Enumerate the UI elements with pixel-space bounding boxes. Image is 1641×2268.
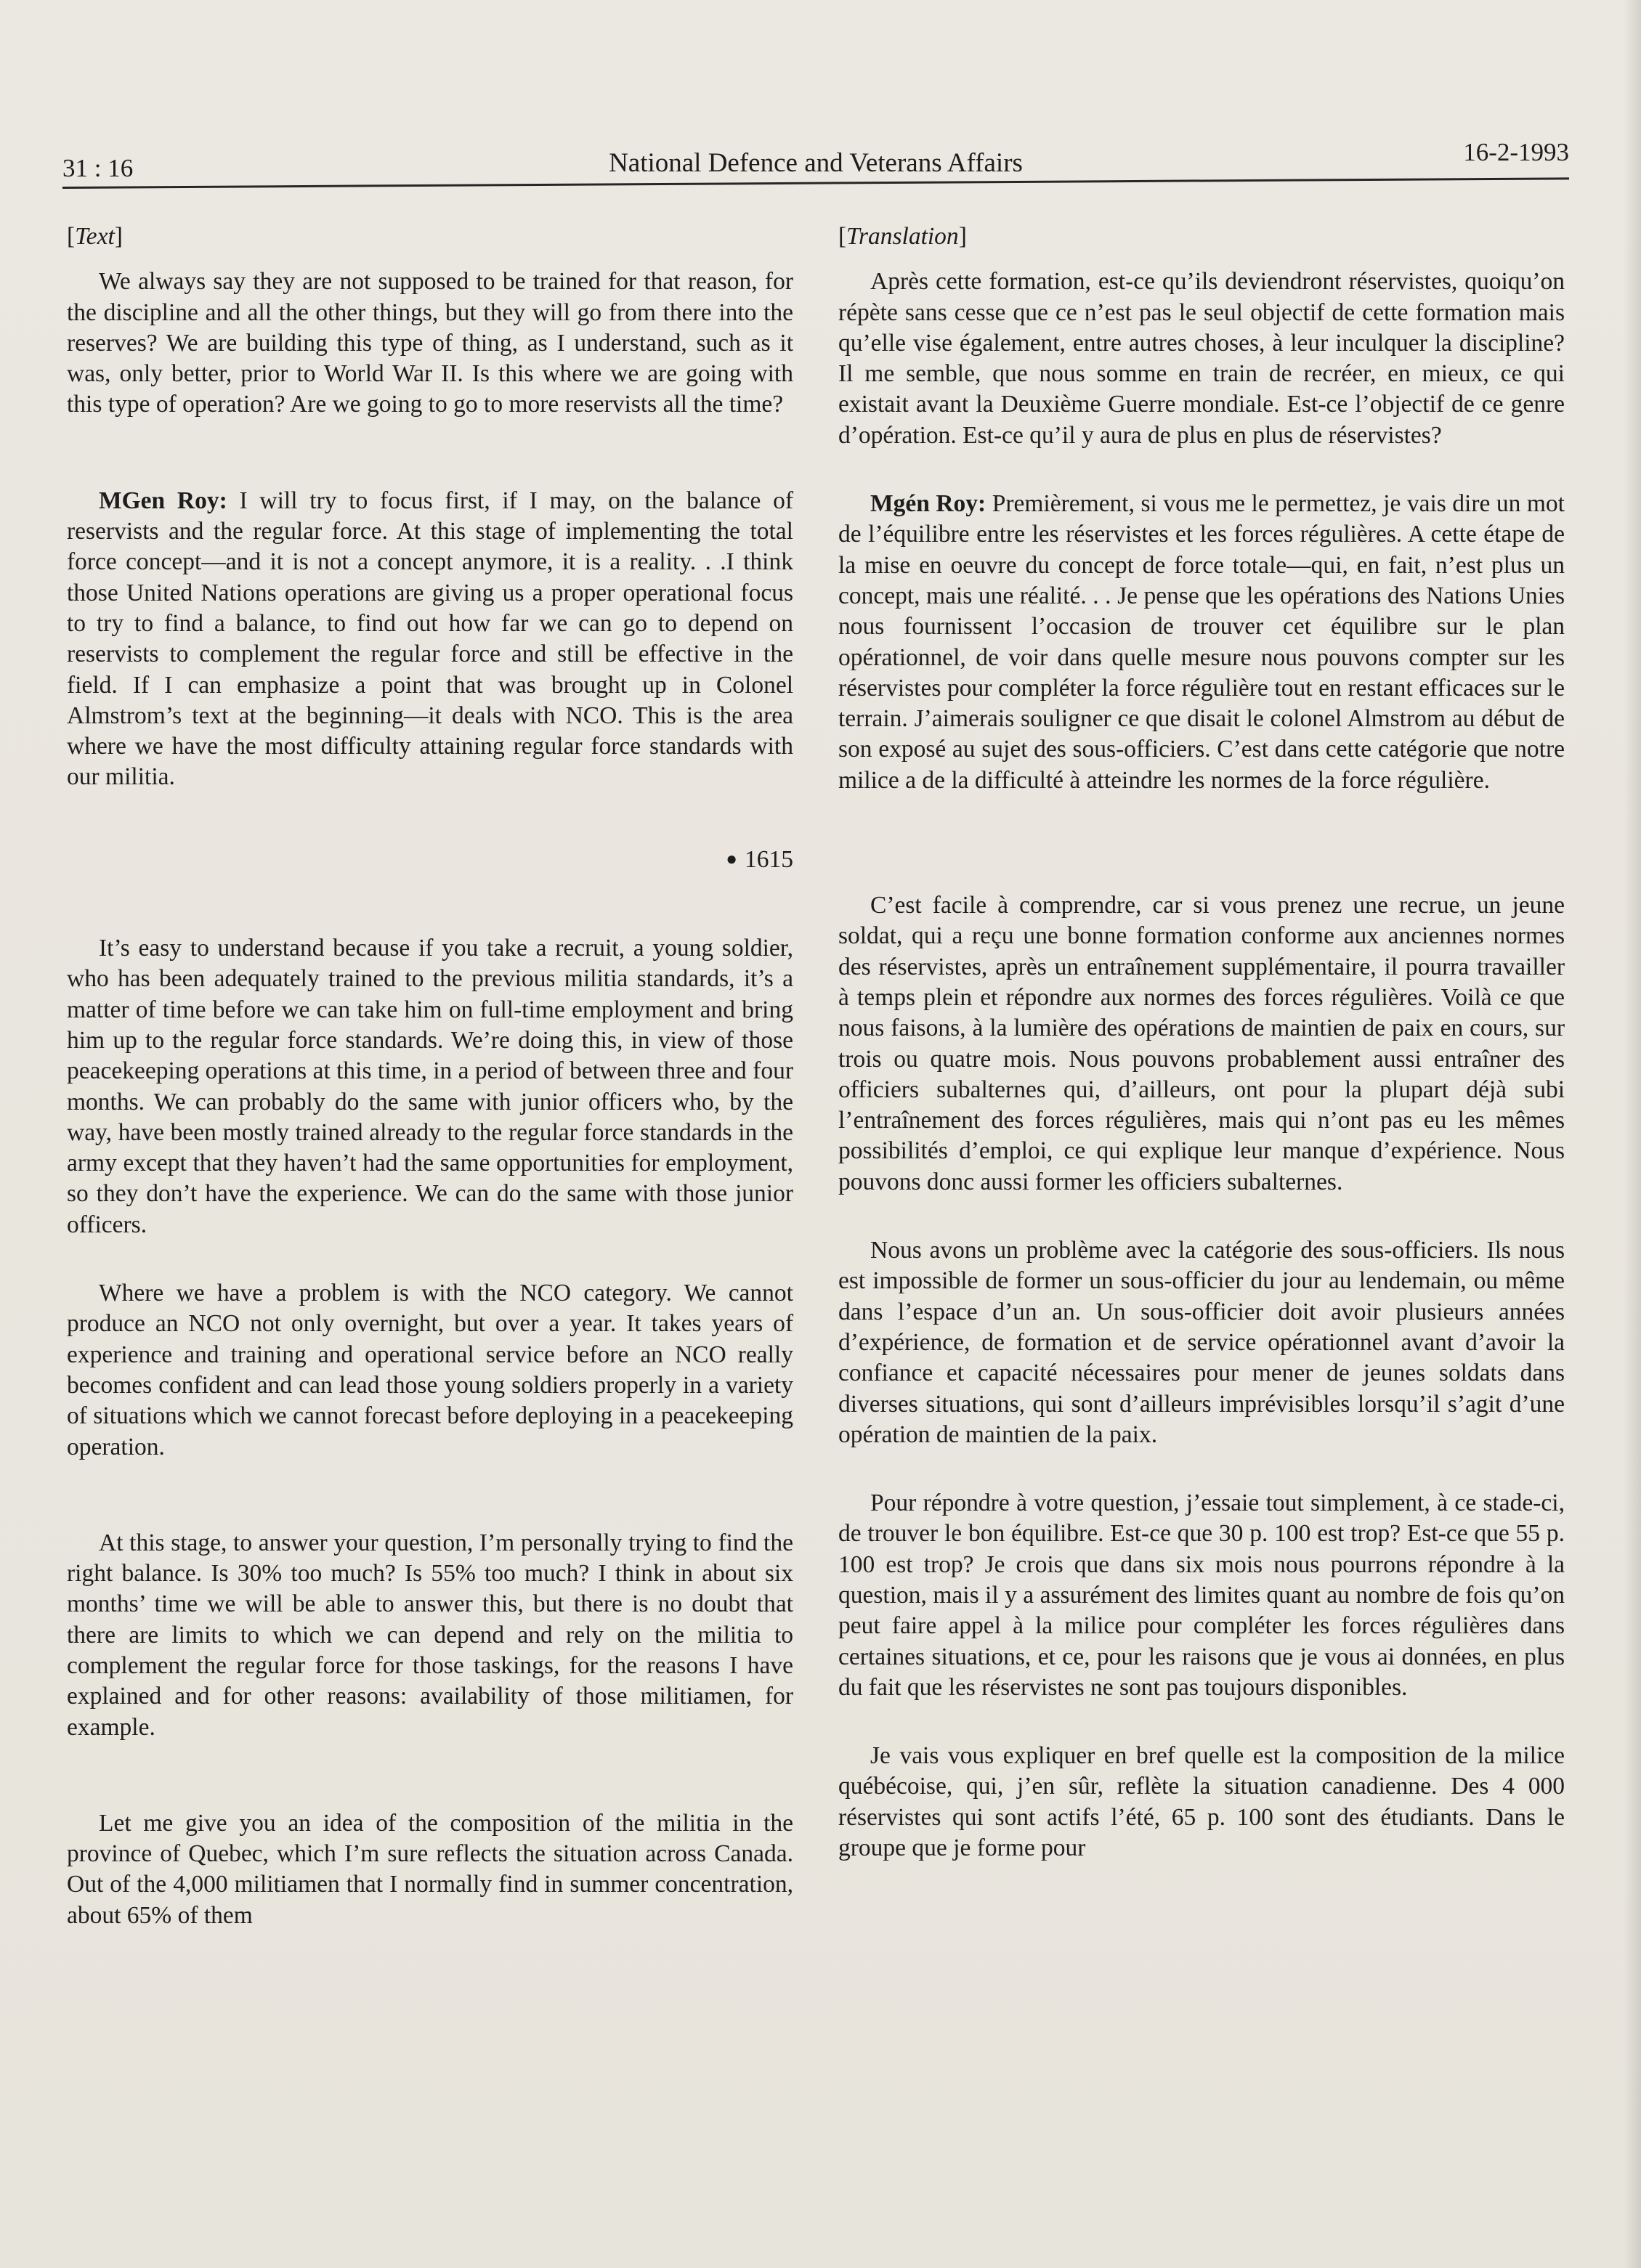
page-header — [62, 131, 1569, 189]
page-number: 31 : 16 — [62, 154, 134, 182]
page-edge-shadow — [1624, 0, 1641, 2268]
paragraph: We always say they are not supposed to be trained for that reason, for the discipline and all the other things, but they will go from there into the reserves? We are building this type of thing, as I understand, such as it was, only better, prior to World War II. Is this where we are going with this type of operation? Are we going to go to more reservists all the time? — [67, 268, 793, 418]
paragraph: C’est facile à comprendre, car si vous prenez une recrue, un jeune soldat, qui a reçu une bonne formation conforme aux anciennes normes des réservistes, après un entraînement supplémentaire, il pourra travailler à temps plein et répondre aux normes des forces régulières. Voilà ce que nous faisons, à la lumière des opérations de maintien de paix en cours, sur trois ou quatre mois. Nous pouvons probablement aussi entraîner des officiers subalternes qui, d’ailleurs, ont pour la plupart déjà subi l’entraînement des forces régulières, mais qui n’ont pas eu les mêmes possibilités d’emploi, ce qui explique leur manque d’expérience. Nous pouvons donc aussi former les officiers subalternes. — [838, 892, 1565, 1195]
paragraph: Après cette formation, est-ce qu’ils deviendront réservistes, quoiqu’on répète sans cesse que ce n’est pas le seul objectif de cette formation mais qu’elle vise également, entre autres choses, à leur inculquer la discipline? Il me semble, que nous somme en train de recréer, en mieux, ce qui existait avant la Deuxième Guerre mondiale. Est-ce l’objectif de ce genre d’opération. Est-ce qu’il y aura de plus en plus de réservistes? — [838, 268, 1565, 449]
paragraph: Let me give you an idea of the composition of the militia in the province of Quebec, which I’m sure reflects the situation across Canada. Out of the 4,000 militiamen that I normally find in summer concentration, about 65% of them — [67, 1809, 793, 1929]
paragraph: MGen Roy: I will try to focus first, if I may, on the balance of reservists and the regular force. At this stage of implementing the total force concept—and it is not a concept anymore, it is a reality. . .I think those United Nations operations are giving us a proper operational focus to try to find a balance, to find out how far we can go to depend on reservists to complement the regular force and still be effective in the field. If I can emphasize a point that was brought up in Colonel Almstrom’s text at the beginning—it deals with NCO. This is the area where we have the most difficulty attaining regular force standards with our militia. — [67, 487, 794, 791]
paragraph: Pour répondre à votre question, j’essaie tout simplement, à ce stade-ci, de trouver le bon équilibre. Est-ce que 30 p. 100 est trop? Est-ce que 55 p. 100 est trop? Je crois que dans six mois nous pourrons répondre à la question, mais il y a assurément des limites quant au nombre de fois qu’on peut faire appel à la milice pour compléter les forces régulières dans certaines situations, et ce, pour les raisons que je vous ai données, en plus du fait que les réservistes ne sont pas toujours disponibles. — [838, 1489, 1565, 1701]
paragraph: It’s easy to understand because if you take a recruit, a young soldier, who has been adequately trained to the previous militia standards, it’s a matter of time before we can take him on full-time employment and bring him up to the regular force standards. We’re doing this, in view of those peacekeeping operations at this time, in a period of between three and four months. We can probably do the same with junior officers who, by the way, have been mostly trained already to the regular force standards in the army except that they haven’t had the same opportunities for employment, so they don’t have the experience. We can do the same with those junior officers. — [67, 935, 793, 1238]
speaker-name: Mgén Roy: — [870, 490, 986, 518]
paragraph: Mgén Roy: Premièrement, si vous me le permettez, je vais dire un mot de l’équilibre entre les réservistes et les forces régulières. A cette étape de la mise en oeuvre du concept de force totale—qui, en fait, n’est plus un concept, mais une réalité. . . Je pense que les opérations des Nations Unies nous fournissent l’occasion de trouver cet équilibre sur le plan opérationnel, de voir dans quelle mesure nous pouvons compter sur les réservistes pour compléter la force régulière tout en restant efficaces sur le terrain. J’aimerais souligner ce que disait le colonel Almstrom au début de son exposé au sujet des sous-officiers. C’est dans cette catégorie que notre milice a de la difficulté à atteindre les normes de la force régulière. — [838, 490, 1565, 794]
paragraph: Where we have a problem is with the NCO category. We cannot produce an NCO not only overnight, but over a year. It takes years of experience and training and operational service before an NCO really becomes confident and can lead those young soldiers properly in a variety of situations which we cannot forecast before deploying in a peacekeeping operation. — [67, 1280, 793, 1460]
paragraph: Nous avons un problème avec la catégorie des sous-officiers. Ils nous est impossible de former un sous-officier du jour au lendemain, ou même dans l’espace d’un an. Un sous-officier doit avoir plusieurs années d’expérience, de formation et de service opérationnel avant d’avoir la confiance et capacité nécessaires pour mener de jeunes soldats dans diverses situations, qui sont d’ailleurs imprévisibles lorsqu’il s’agit d’une opération de maintien de la paix. — [838, 1237, 1565, 1448]
translation-tag: [Translation] — [838, 223, 967, 250]
page-title: National Defence and Veterans Affairs — [609, 148, 1023, 178]
header-date: 16-2-1993 — [1463, 138, 1569, 166]
header-rule — [62, 177, 1569, 189]
french-column — [838, 221, 1565, 1863]
paragraph: Je vais vous expliquer en bref quelle est la composition de la milice québécoise, qui, j’en sûr, reflète la situation canadienne. Des 4 000 réservistes qui sont actifs l’été, 65 p. 100 sont des étudiants. Dans le groupe que je forme pour — [838, 1742, 1565, 1862]
timestamp: ● 1615 — [726, 845, 793, 873]
paragraph: At this stage, to answer your question, I’m personally trying to find the right balance. Is 30% too much? Is 55% too much? I think in about six months’ time we will be able to answer this, but there is no doubt that there are limits to which we can depend and rely on the militia to complement the regular force for those taskings, for the reasons I have explained and for other reasons: availability of those militiamen, for example. — [67, 1529, 793, 1741]
text-tag: [Text] — [67, 223, 123, 250]
speaker-name: MGen Roy: — [99, 487, 227, 514]
english-column — [67, 221, 793, 1931]
